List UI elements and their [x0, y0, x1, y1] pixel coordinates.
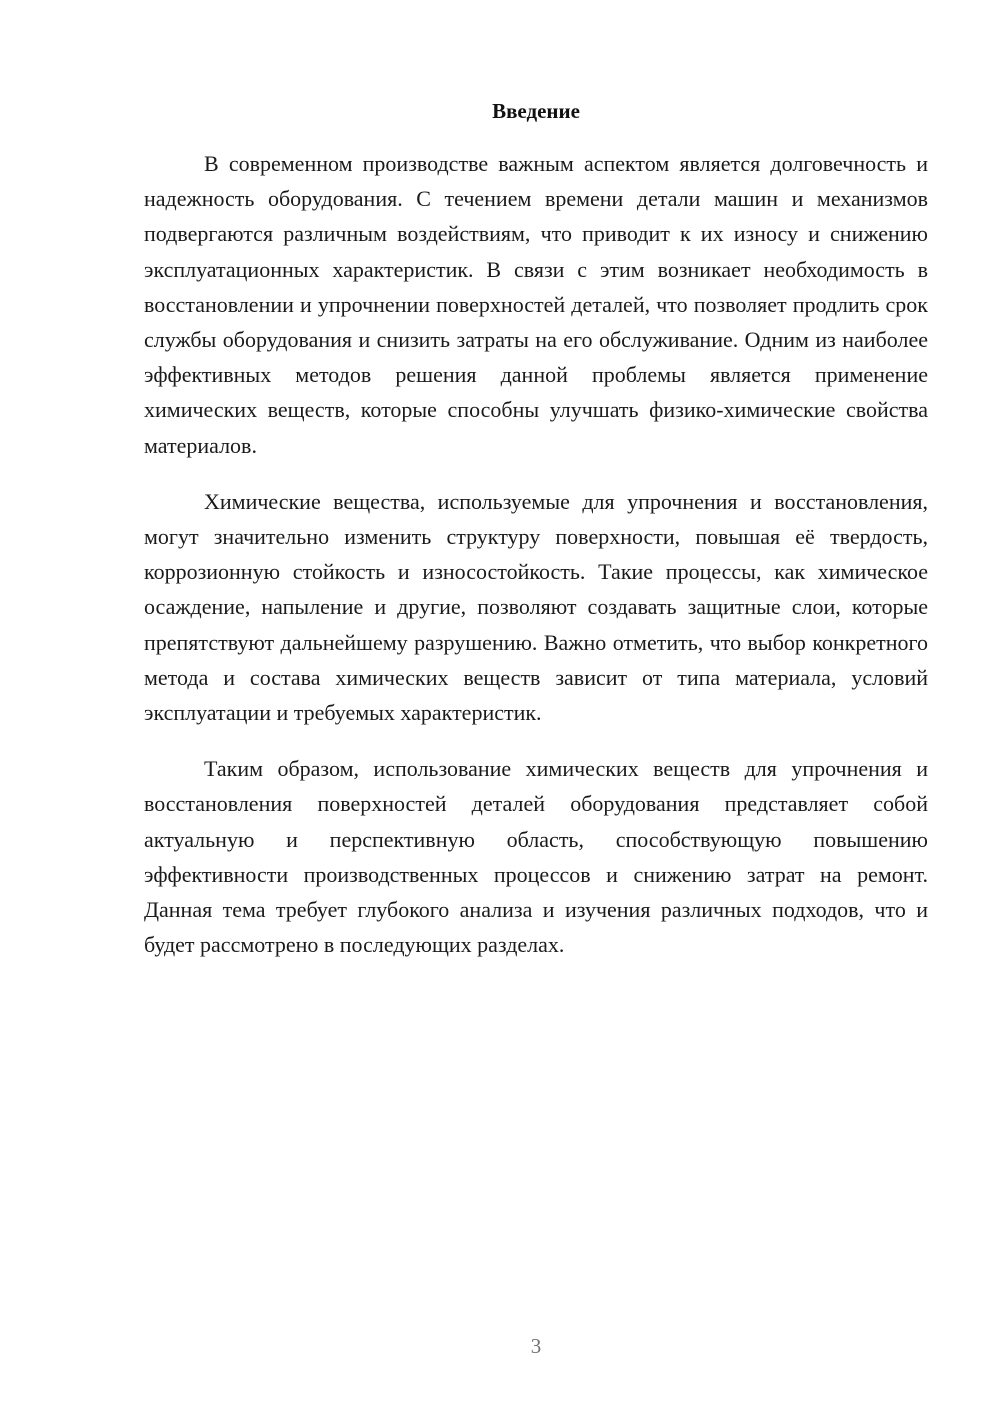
page-number: 3	[530, 1334, 542, 1358]
paragraph-2: Химические вещества, используемые для упрочнения и восстановления, могут значительно изменить структуру поверхности, повышая её твердость, коррозионную стойкость и износостойкость. Такие процессы, как химическое осаждение, напыление и другие, позволяют создавать защитные слои, которые препятствуют дальнейшему разрушению. Важно отметить, что выбор конкретного метода и состава химических веществ зависит от типа материала, условий эксплуатации и требуемых характеристик.	[144, 488, 928, 726]
paragraph-3: Таким образом, использование химических веществ для упрочнения и восстановления поверхностей деталей оборудования представляет собой актуальную и перспективную область, способствующую повышению эффективности производственных процессов и снижению затрат на ремонт. Данная тема требует глубокого анализа и изучения различных подходов, что и будет рассмотрено в последующих разделах.	[144, 756, 928, 958]
page-content	[144, 96, 928, 983]
section-heading: Введение	[492, 99, 580, 123]
paragraph-1: В современном производстве важным аспектом является долговечность и надежность оборудования. С течением времени детали машин и механизмов подвергаются различным воздействиям, что приводит к их износу и снижению эксплуатационных характеристик. В связи с этим возникает необходимость в восстановлении и упрочнении поверхностей деталей, что позволяет продлить срок службы оборудования и снизить затраты на его обслуживание. Одним из наиболее эффективных методов решения данной проблемы является применение химических веществ, которые способны улучшать физико-химические свойства материалов.	[144, 151, 928, 458]
